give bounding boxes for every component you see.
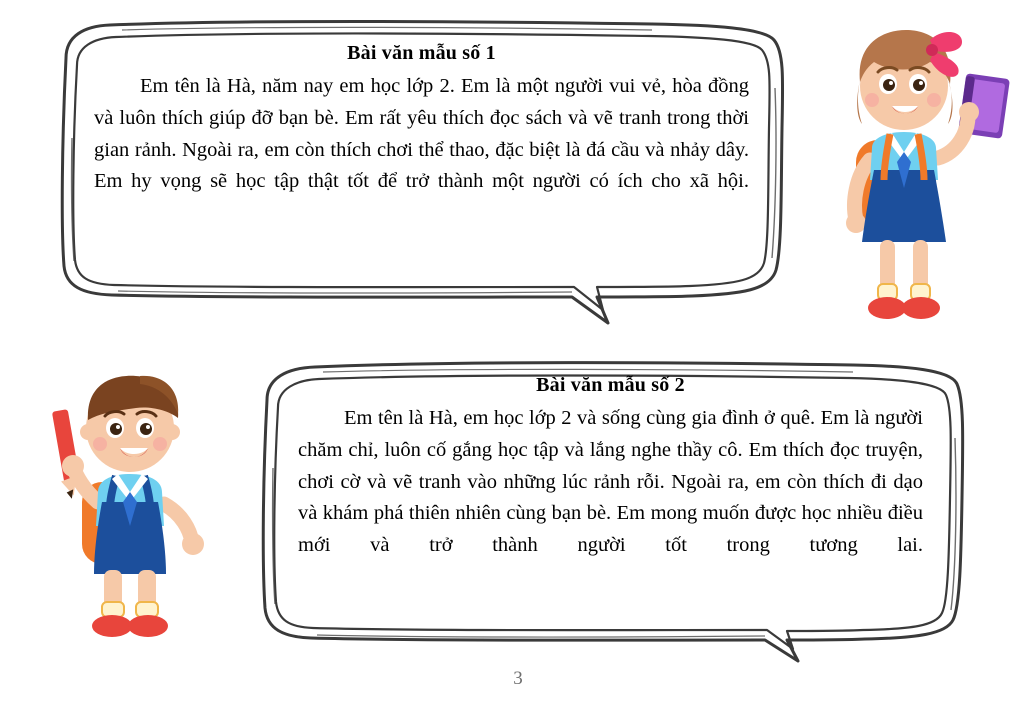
girl-student-illustration <box>812 20 1012 340</box>
page-number: 3 <box>513 668 523 689</box>
bubble-1-body: Em tên là Hà, năm nay em học lớp 2. Em là một người vui vẻ, hòa đồng và luôn thích giúp đỡ bạn bè. Em rất yêu thích đọc sách và vẽ tranh trong thời gian rảnh. Ngoài ra, em còn thích chơi thể thao, đặc biệt là đá cầu và nhảy dây. Em hy vọng sẽ học tập thật tốt để trở thành một người có ích cho xã hội. <box>94 75 749 193</box>
bubble-2-body: Em tên là Hà, em học lớp 2 và sống cùng gia đình ở quê. Em là người chăm chỉ, luôn cố gắng học tập và lắng nghe thầy cô. Em thích đọc truyện, chơi cờ và vẽ tranh vào những lúc rảnh rỗi. Ngoài ra, em còn thích đi dạo và khám phá thiên nhiên cùng bạn bè. Em mong muốn được học nhiều điều mới và trở thành người tốt trong tương lai. <box>298 407 923 557</box>
speech-bubble-2-content <box>298 374 923 562</box>
bubble-1-title: Bài văn mẫu số 1 <box>347 42 496 64</box>
speech-bubble-1-content <box>94 42 749 198</box>
speech-bubble-2 <box>253 358 965 648</box>
speech-bubble-1 <box>52 18 792 318</box>
boy-student-illustration <box>40 362 240 652</box>
bubble-2-title: Bài văn mẫu số 2 <box>536 374 685 396</box>
